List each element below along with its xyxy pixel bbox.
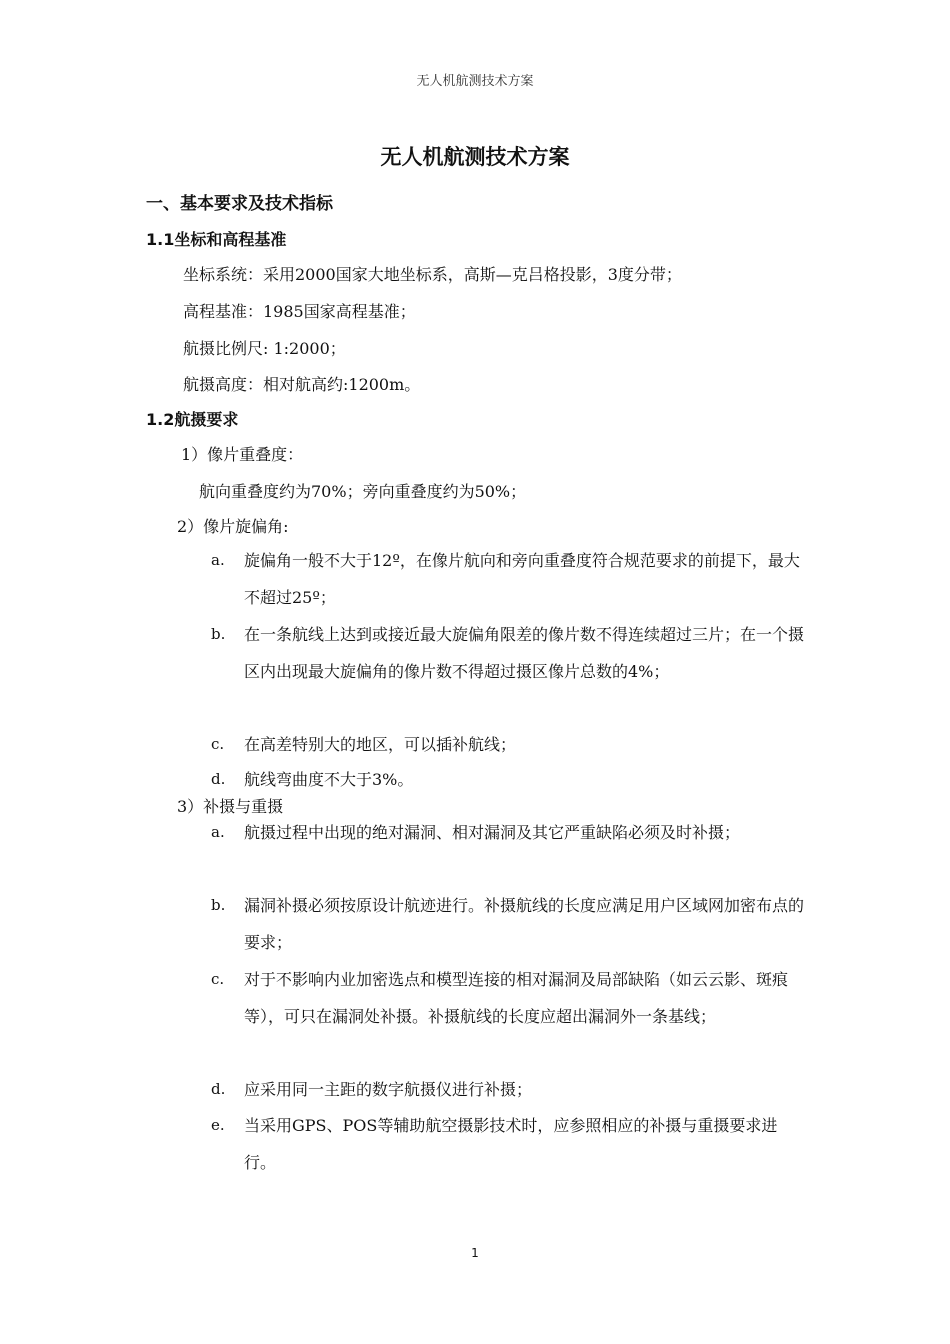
list-item: 在一条航线上达到或接近最大旋偏角限差的像片数不得连续超过三片；在一个摄区内出现最大旋偏角的像片数不得超过摄区像片总数的4%； xyxy=(244,625,805,681)
section-heading: 一、基本要求及技术指标 xyxy=(146,194,333,214)
subsection-heading-1-2: 1.2航摄要求 xyxy=(146,410,239,429)
scale-line: 航摄比例尺: 1:2000； xyxy=(183,339,346,358)
elevation-datum-line: 高程基准：1985国家高程基准； xyxy=(183,302,416,321)
list-item: 航线弯曲度不大于3%。 xyxy=(244,770,414,789)
overlap-text: 航向重叠度约为70%；旁向重叠度约为50%； xyxy=(199,482,527,501)
list-marker: a. xyxy=(211,823,225,841)
subsection-heading-1-1: 1.1坐标和高程基准 xyxy=(146,230,287,249)
coordinate-system-line: 坐标系统：采用2000国家大地坐标系，高斯—克吕格投影，3度分带； xyxy=(183,265,682,284)
altitude-line: 航摄高度：相对航高约:1200m。 xyxy=(183,375,421,394)
list-item: 航摄过程中出现的绝对漏洞、相对漏洞及其它严重缺陷必须及时补摄； xyxy=(244,823,741,842)
list-marker: b. xyxy=(211,625,226,643)
page-number: 1 xyxy=(471,1246,479,1260)
list-item: 应采用同一主距的数字航摄仪进行补摄； xyxy=(244,1080,533,1099)
list-item: 当采用GPS、POS等辅助航空摄影技术时，应参照相应的补摄与重摄要求进行。 xyxy=(244,1116,778,1172)
list-item: 旋偏角一般不大于12º，在像片航向和旁向重叠度符合规范要求的前提下，最大不超过25º； xyxy=(244,551,800,607)
list-marker: b. xyxy=(211,896,226,914)
list-item: 对于不影响内业加密选点和模型连接的相对漏洞及局部缺陷（如云云影、斑痕等），可只在漏洞处补摄。补摄航线的长度应超出漏洞外一条基线； xyxy=(244,970,789,1026)
overlap-label: 1）像片重叠度： xyxy=(181,445,304,464)
list-marker: d. xyxy=(211,1080,226,1098)
rotation-label: 2）像片旋偏角: xyxy=(177,517,289,536)
rephoto-label: 3）补摄与重摄 xyxy=(177,797,284,816)
list-marker: a. xyxy=(211,551,225,569)
list-marker: e. xyxy=(211,1116,225,1134)
list-item: 在高差特别大的地区，可以插补航线； xyxy=(244,735,517,754)
list-item: 漏洞补摄必须按原设计航迹进行。补摄航线的长度应满足用户区域网加密布点的要求； xyxy=(244,896,805,952)
running-header: 无人机航测技术方案 xyxy=(416,74,534,89)
list-marker: c. xyxy=(211,970,225,988)
document-title: 无人机航测技术方案 xyxy=(380,145,570,169)
list-marker: c. xyxy=(211,735,225,753)
list-marker: d. xyxy=(211,770,226,788)
